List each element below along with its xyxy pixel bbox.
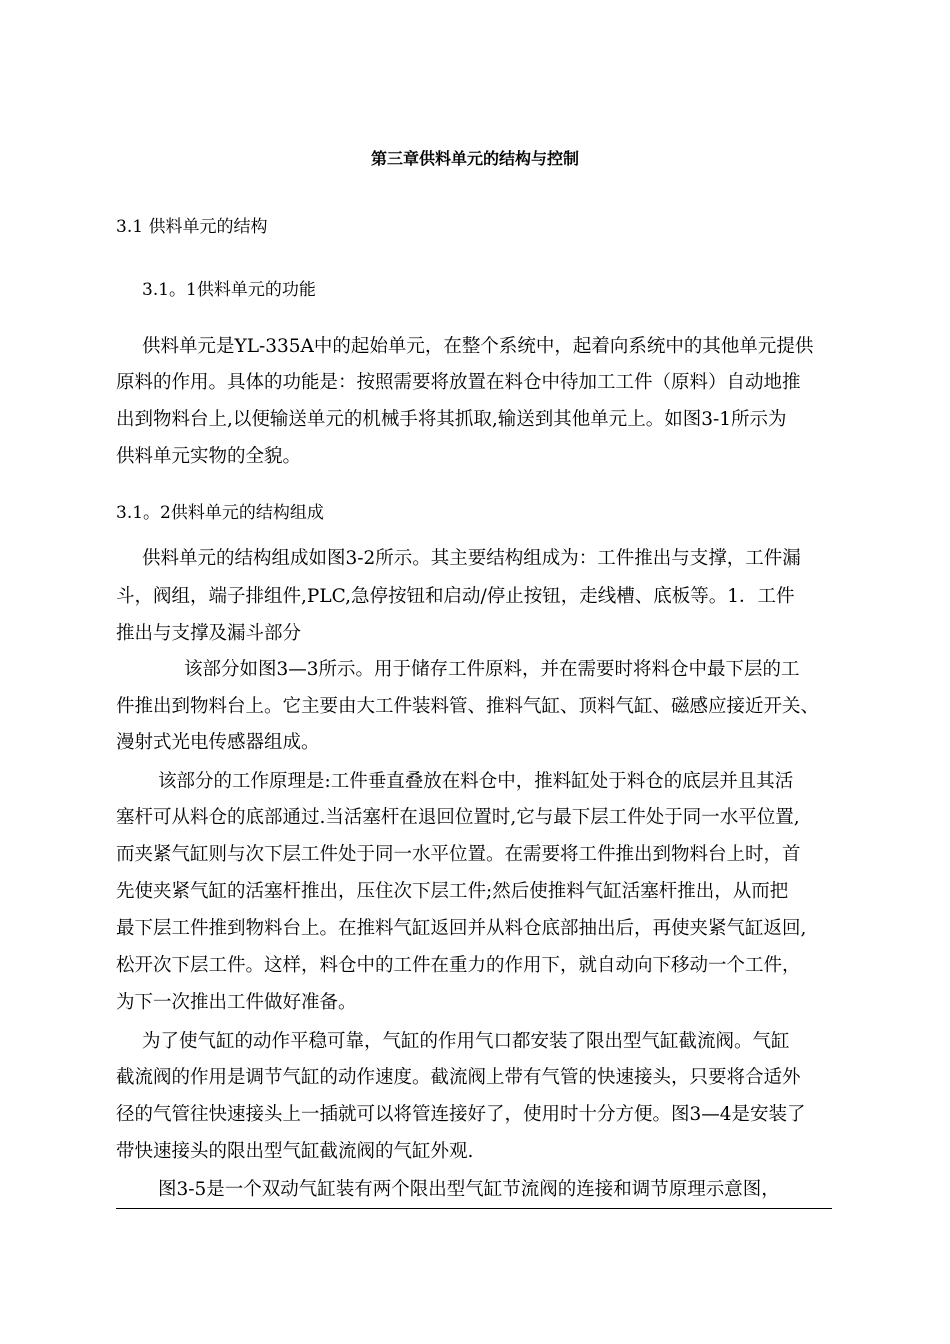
section-heading-3-1-1: 3.1。1供料单元的功能 [142, 280, 316, 300]
text-line: 塞杆可从料仓的底部通过.当活塞杆在退回位置时,它与最下层工件处于同一水平位置, [116, 807, 800, 828]
chapter-title: 第三章供料单元的结构与控制 [370, 149, 579, 168]
text-line: 供料单元的结构组成如图3-2所示。其主要结构组成为：工件推出与支撑，工件漏 [142, 548, 801, 569]
text-line: 漫射式光电传感器组成。 [116, 732, 320, 753]
text-line: 先使夹紧气缸的活塞杆推出，压住次下层工件;然后使推料气缸活塞杆推出，从而把 [116, 881, 789, 902]
text-line: 原料的作用。具体的功能是：按照需要将放置在料仓中待加工工件（原料）自动地推 [116, 372, 801, 393]
text-line: 推出与支撑及漏斗部分 [116, 623, 302, 644]
text-line: 件推出到物料台上。它主要由大工件装料管、推料气缸、顶料气缸、磁感应接近开关、 [116, 696, 820, 717]
text-line: 该部分的工作原理是:工件垂直叠放在料仓中，推料缸处于料仓的底层并且其活 [158, 771, 794, 792]
text-line: 供料单元实物的全貌。 [116, 446, 302, 467]
text-line: 为了使气缸的动作平稳可靠，气缸的作用气口都安装了限出型气缸截流阀。气缸 [142, 1031, 790, 1052]
text-line: 而夹紧气缸则与次下层工件处于同一水平位置。在需要将工件推出到物料台上时，首 [116, 844, 801, 865]
text-line: 出到物料台上,以便输送单元的机械手将其抓取,输送到其他单元上。如图3-1所示为 [116, 409, 787, 430]
section-heading-3-1: 3.1 供料单元的结构 [116, 217, 268, 237]
section-heading-3-1-2: 3.1。2供料单元的结构组成 [116, 503, 324, 523]
text-line: 径的气管往快速接头上一插就可以将管连接好了，使用时十分方便。图3—4是安装了 [116, 1104, 806, 1125]
text-line: 松开次下层工件。这样，料仓中的工件在重力的作用下，就自动向下移动一个工件， [116, 955, 801, 976]
text-line: 为下一次推出工件做好准备。 [116, 992, 357, 1013]
text-line: 最下层工件推到物料台上。在推料气缸返回并从料仓底部抽出后，再使夹紧气缸返回, [116, 918, 807, 939]
text-line: 供料单元是YL-335A中的起始单元，在整个系统中，起着向系统中的其他单元提供 [142, 336, 814, 357]
text-line: 斗，阀组，端子排组件,PLC,急停按钮和启动/停止按钮，走线槽、底板等。1．工件 [116, 586, 795, 607]
text-line: 该部分如图3—3所示。用于储存工件原料，并在需要时将料仓中最下层的工 [184, 659, 800, 680]
footer-rule [116, 1208, 832, 1209]
text-line: 带快速接头的限出型气缸截流阀的气缸外观. [116, 1141, 474, 1162]
paragraph-last-line: 图3-5是一个双动气缸装有两个限出型气缸节流阀的连接和调节原理示意图， [158, 1179, 780, 1200]
text-line: 截流阀的作用是调节气缸的动作速度。截流阀上带有气管的快速接头，只要将合适外 [116, 1067, 801, 1088]
